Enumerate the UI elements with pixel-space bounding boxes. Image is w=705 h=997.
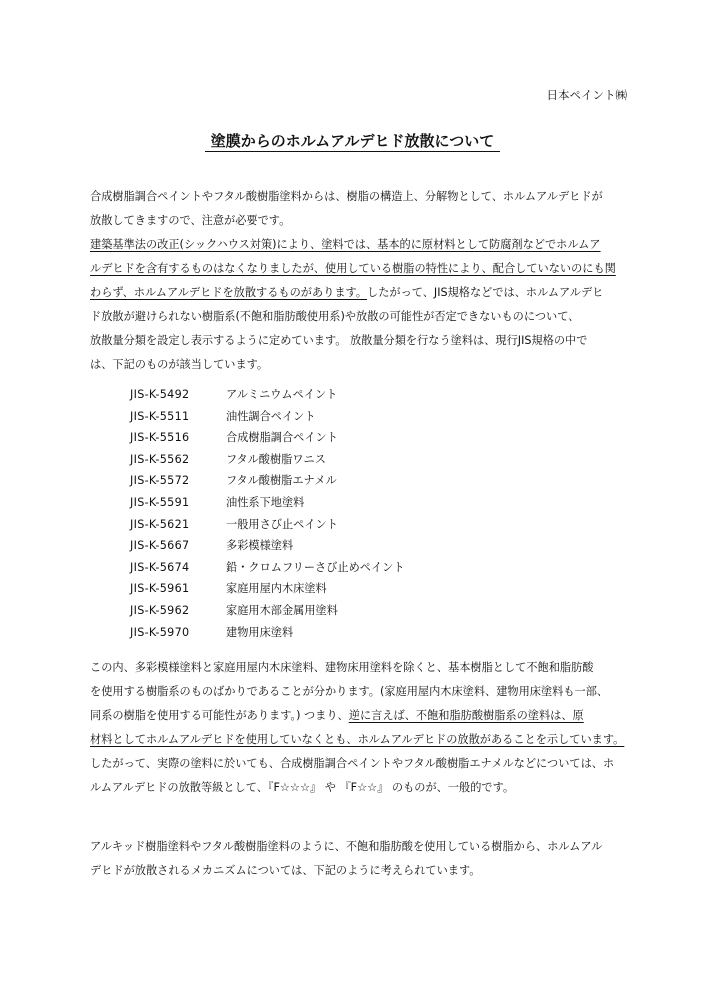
paint-name: フタル酸樹脂エナメル <box>226 474 337 488</box>
paragraph-line: を使用する樹脂系のものばかりであることが分かります。(家庭用屋内木床塗料、建物用床塗料も一部、 <box>90 685 609 698</box>
paint-name: 油性調合ペイント <box>226 409 316 423</box>
jis-code: JIS-K-5492 <box>130 388 190 401</box>
paint-name: 家庭用屋内木床塗料 <box>226 582 327 596</box>
paint-name: 多彩模様塗料 <box>226 539 294 553</box>
paint-name: 合成樹脂調合ペイント <box>226 431 338 445</box>
list-item <box>130 406 405 428</box>
document-title-text: 塗膜からのホルムアルデヒド放散について <box>205 132 501 152</box>
plain-text: 同系の樹脂を使用する可能性があります。) つまり、 <box>90 709 349 722</box>
jis-code: JIS-K-5562 <box>130 452 190 466</box>
paragraph-line: アルキッド樹脂塗料やフタル酸樹脂塗料のように、不飽和脂肪酸を使用している樹脂から、ホルムアル <box>90 840 603 853</box>
list-item <box>130 492 405 514</box>
jis-code: JIS-K-5621 <box>130 517 190 531</box>
paragraph-line <box>90 281 635 305</box>
list-item <box>130 427 405 449</box>
paragraph-line: ド放散が避けられない樹脂系(不飽和脂肪酸使用系)や放散の可能性が否定できないものについて、 <box>90 310 580 323</box>
paint-name: フタル酸樹脂ワニス <box>226 452 326 466</box>
company-name: 日本ペイント㈱ <box>546 88 627 102</box>
paragraph-line: 放散してきますので、注意が必要です。 <box>90 214 291 227</box>
paragraph-line: 合成樹脂調合ペイントやフタル酸樹脂塗料からは、樹脂の構造上、分解物として、ホルムアルデヒドが <box>90 190 603 203</box>
jis-code: JIS-K-5961 <box>130 582 190 596</box>
list-item <box>130 449 405 471</box>
paint-name: 建物用床塗料 <box>226 625 294 639</box>
list-item <box>130 578 405 600</box>
list-item <box>130 600 405 622</box>
paragraph-line: したがって、実際の塗料に於いても、合成樹脂調合ペイントやフタル酸樹脂エナメルなどについては、ホ <box>90 757 615 770</box>
jis-code: JIS-K-5674 <box>130 560 190 574</box>
jis-code: JIS-K-5970 <box>130 625 190 639</box>
paragraph-line <box>90 257 635 281</box>
paragraph-line <box>90 704 635 728</box>
paragraph-line: ルムアルデヒドの放散等級として、『F☆☆☆』 や 『F☆☆』 のものが、一般的です。 <box>90 781 515 794</box>
list-item <box>130 557 405 579</box>
list-item <box>130 622 405 644</box>
paragraph-3 <box>90 835 635 883</box>
jis-code: JIS-K-5572 <box>130 474 190 488</box>
underlined-text: ルデヒドを含有するものはなくなりましたが、使用している樹脂の特性により、配合していないのにも関 <box>90 262 616 275</box>
underlined-text: 建築基準法の改正(シックハウス対策)により、塗料では、基本的に原材料として防腐剤などでホルムア <box>90 238 601 251</box>
jis-code: JIS-K-5511 <box>130 409 190 423</box>
paragraph-line: デヒドが放散されるメカニズムについては、下記のように考えられています。 <box>90 864 481 877</box>
underlined-text: わらず、ホルムアルデヒドを放散するものがあります。 <box>90 286 368 299</box>
underlined-text: 逆に言えば、不飽和脂肪酸樹脂系の塗料は、原 <box>348 709 584 722</box>
paragraph-line: この内、多彩模様塗料と家庭用屋内木床塗料、建物床用塗料を除くと、基本樹脂として不飽和脂肪酸 <box>90 661 594 674</box>
underlined-text: 材料としてホルムアルデヒドを使用していなくとも、ホルムアルデヒドの放散があることを示しています。 <box>90 733 625 746</box>
paint-name: 鉛・クロムフリーさび止めペイント <box>226 560 405 574</box>
plain-text: したがって、JIS規格などでは、ホルムアルデヒ <box>367 286 604 299</box>
paragraph-2 <box>90 656 635 800</box>
jis-code: JIS-K-5962 <box>130 603 190 617</box>
document-title <box>0 130 705 151</box>
jis-code: JIS-K-5516 <box>130 431 190 445</box>
list-item <box>130 470 405 492</box>
paragraph-line <box>90 233 635 257</box>
paragraph-line: は、下記のものが該当しています。 <box>90 358 269 371</box>
jis-code: JIS-K-5667 <box>130 539 190 553</box>
list-item <box>130 514 405 536</box>
paragraph-1 <box>90 185 635 377</box>
paint-name: 家庭用木部金属用塗料 <box>226 603 338 617</box>
paragraph-line <box>90 728 635 752</box>
paint-name: 油性系下地塗料 <box>226 495 305 509</box>
paragraph-line: 放散量分類を設定し表示するように定めています。 放散量分類を行なう塗料は、現行JIS規格の中で <box>90 334 588 347</box>
paint-name: 一般用さび止ペイント <box>226 517 338 531</box>
paint-name: アルミニウムペイント <box>226 388 338 401</box>
list-item <box>130 384 405 406</box>
jis-code: JIS-K-5591 <box>130 495 190 509</box>
list-item <box>130 535 405 557</box>
jis-standard-list <box>130 384 405 643</box>
